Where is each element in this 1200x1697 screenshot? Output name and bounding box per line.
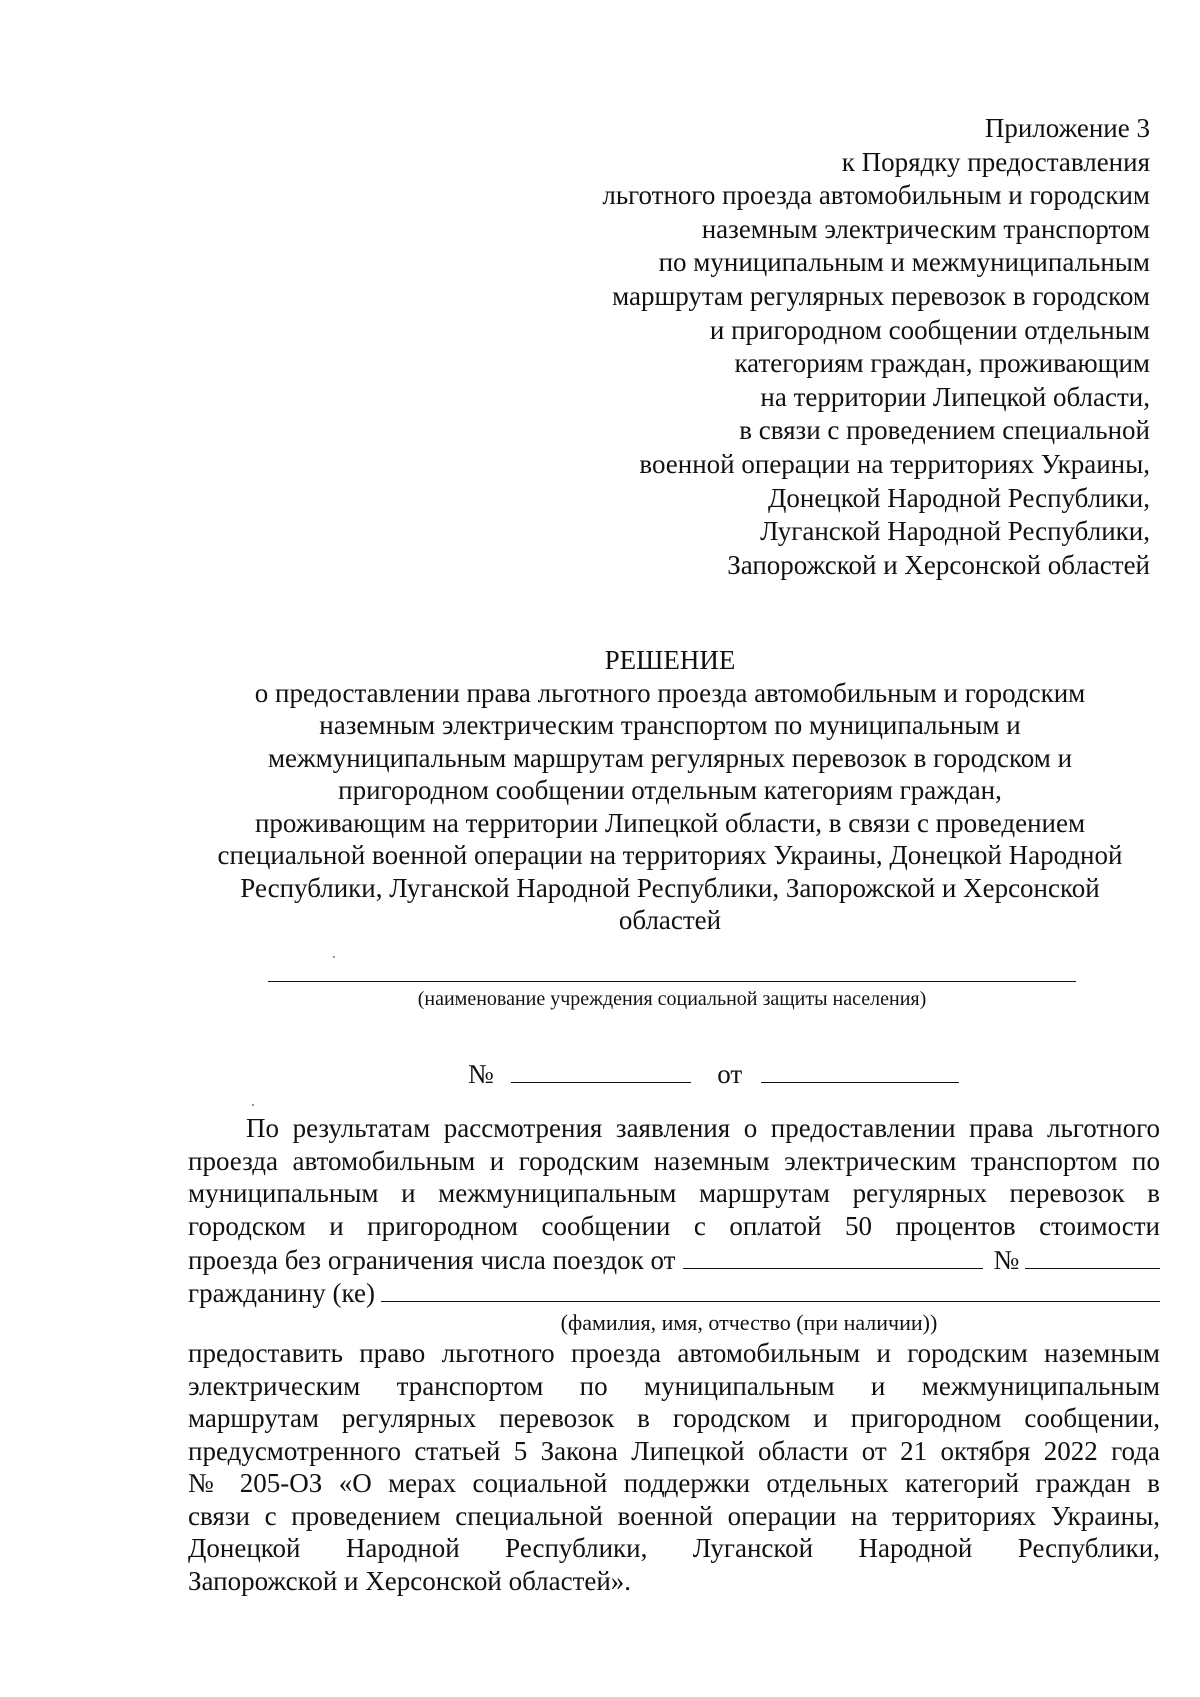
citizen-label: гражданину (ке) <box>188 1277 375 1308</box>
body-line: проезда автомобильным и городским наземным электрическим транспортом по <box>188 1145 1160 1176</box>
appendix-line: Запорожской и Херсонской областей <box>727 549 1150 580</box>
body-line: № 205-ОЗ «О мерах социальной поддержки отдельных категорий граждан в <box>188 1468 1160 1498</box>
institution-caption: (наименование учреждения социальной защиты населения) <box>417 988 927 1010</box>
decision-line: специальной военной операции на территориях Украины, Донецкой Народной <box>217 840 1123 870</box>
appendix-line: и пригородном сообщении отдельным <box>709 314 1150 345</box>
decision-body <box>188 1112 1160 1597</box>
application-date-prefix: проезда без ограничения числа поездок от <box>188 1245 676 1275</box>
appendix-line: в связи с проведением специальной <box>739 415 1150 446</box>
decision-title: РЕШЕНИЕ <box>604 645 736 675</box>
application-number-blank[interactable] <box>1025 1244 1160 1269</box>
body-line: Запорожской и Херсонской областей». <box>188 1565 632 1596</box>
appendix-line: к Порядку предоставления <box>841 146 1150 177</box>
body-line: связи с проведением специальной военной операции на территориях Украины, <box>188 1500 1160 1531</box>
appendix-header <box>430 112 1150 582</box>
appendix-line: Луганской Народной Республики, <box>760 516 1150 547</box>
decision-line: пригородном сообщении отдельным категориям граждан, <box>338 775 1002 805</box>
body-line: городском и пригородном сообщении с оплатой 50 процентов стоимости <box>188 1210 1160 1241</box>
fio-caption: (фамилия, имя, отчество (при наличии)) <box>560 1310 938 1335</box>
number-label: № <box>468 1059 494 1089</box>
appendix-line: категориям граждан, проживающим <box>734 348 1150 379</box>
body-line: предоставить право льготного проезда автомобильным и городским наземным <box>188 1338 1160 1368</box>
decision-line: о предоставлении права льготного проезда автомобильным и городским <box>254 677 1086 708</box>
body-line: По результатам рассмотрения заявления о предоставлении права льготного <box>246 1113 1160 1143</box>
appendix-line: военной операции на территориях Украины, <box>639 448 1150 479</box>
appendix-line: Донецкой Народной Республики, <box>767 482 1150 513</box>
body-line: электрическим транспортом по муниципальным и межмуниципальным <box>188 1370 1160 1401</box>
citizen-name-blank[interactable] <box>381 1277 1160 1302</box>
appendix-line: маршрутам регулярных перевозок в городском <box>612 280 1150 311</box>
body-line: Донецкой Народной Республики, Луганской Народной Республики, <box>188 1533 1160 1563</box>
appendix-line: наземным электрическим транспортом <box>701 213 1150 244</box>
decision-heading <box>190 644 1150 937</box>
body-line: предусмотренного статьей 5 Закона Липецкой области от 21 октября 2022 года <box>188 1435 1160 1466</box>
decision-line: наземным электрическим транспортом по муниципальным и <box>319 710 1021 740</box>
scan-speck <box>333 956 335 958</box>
number-blank[interactable] <box>511 1056 691 1083</box>
decision-line: областей <box>618 905 722 935</box>
application-date-blank[interactable] <box>683 1242 983 1269</box>
date-label: от <box>717 1059 743 1089</box>
appendix-line: по муниципальным и межмуниципальным <box>658 247 1150 278</box>
appendix-line: льготного проезда автомобильным и городским <box>602 180 1150 211</box>
decision-line: Республики, Луганской Народной Республики, Запорожской и Херсонской <box>240 872 1100 903</box>
date-blank[interactable] <box>761 1056 959 1083</box>
scan-speck <box>252 1104 254 1106</box>
number-date-row <box>468 1056 959 1090</box>
citizen-line <box>188 1277 1160 1310</box>
application-number-label: № <box>993 1245 1020 1275</box>
appendix-line: на территории Липецкой области, <box>760 381 1150 412</box>
institution-blank-line[interactable] <box>268 981 1076 982</box>
appendix-line: Приложение 3 <box>984 113 1150 143</box>
decision-line: проживающим на территории Липецкой области, в связи с проведением <box>254 807 1086 838</box>
institution-field <box>268 981 1076 1011</box>
body-line: маршрутам регулярных перевозок в городском и пригородном сообщении, <box>188 1403 1160 1433</box>
body-line: муниципальным и межмуниципальным маршрутам регулярных перевозок в <box>188 1178 1160 1208</box>
application-date-line <box>188 1242 1160 1277</box>
decision-line: межмуниципальным маршрутам регулярных перевозок в городском и <box>267 742 1073 773</box>
